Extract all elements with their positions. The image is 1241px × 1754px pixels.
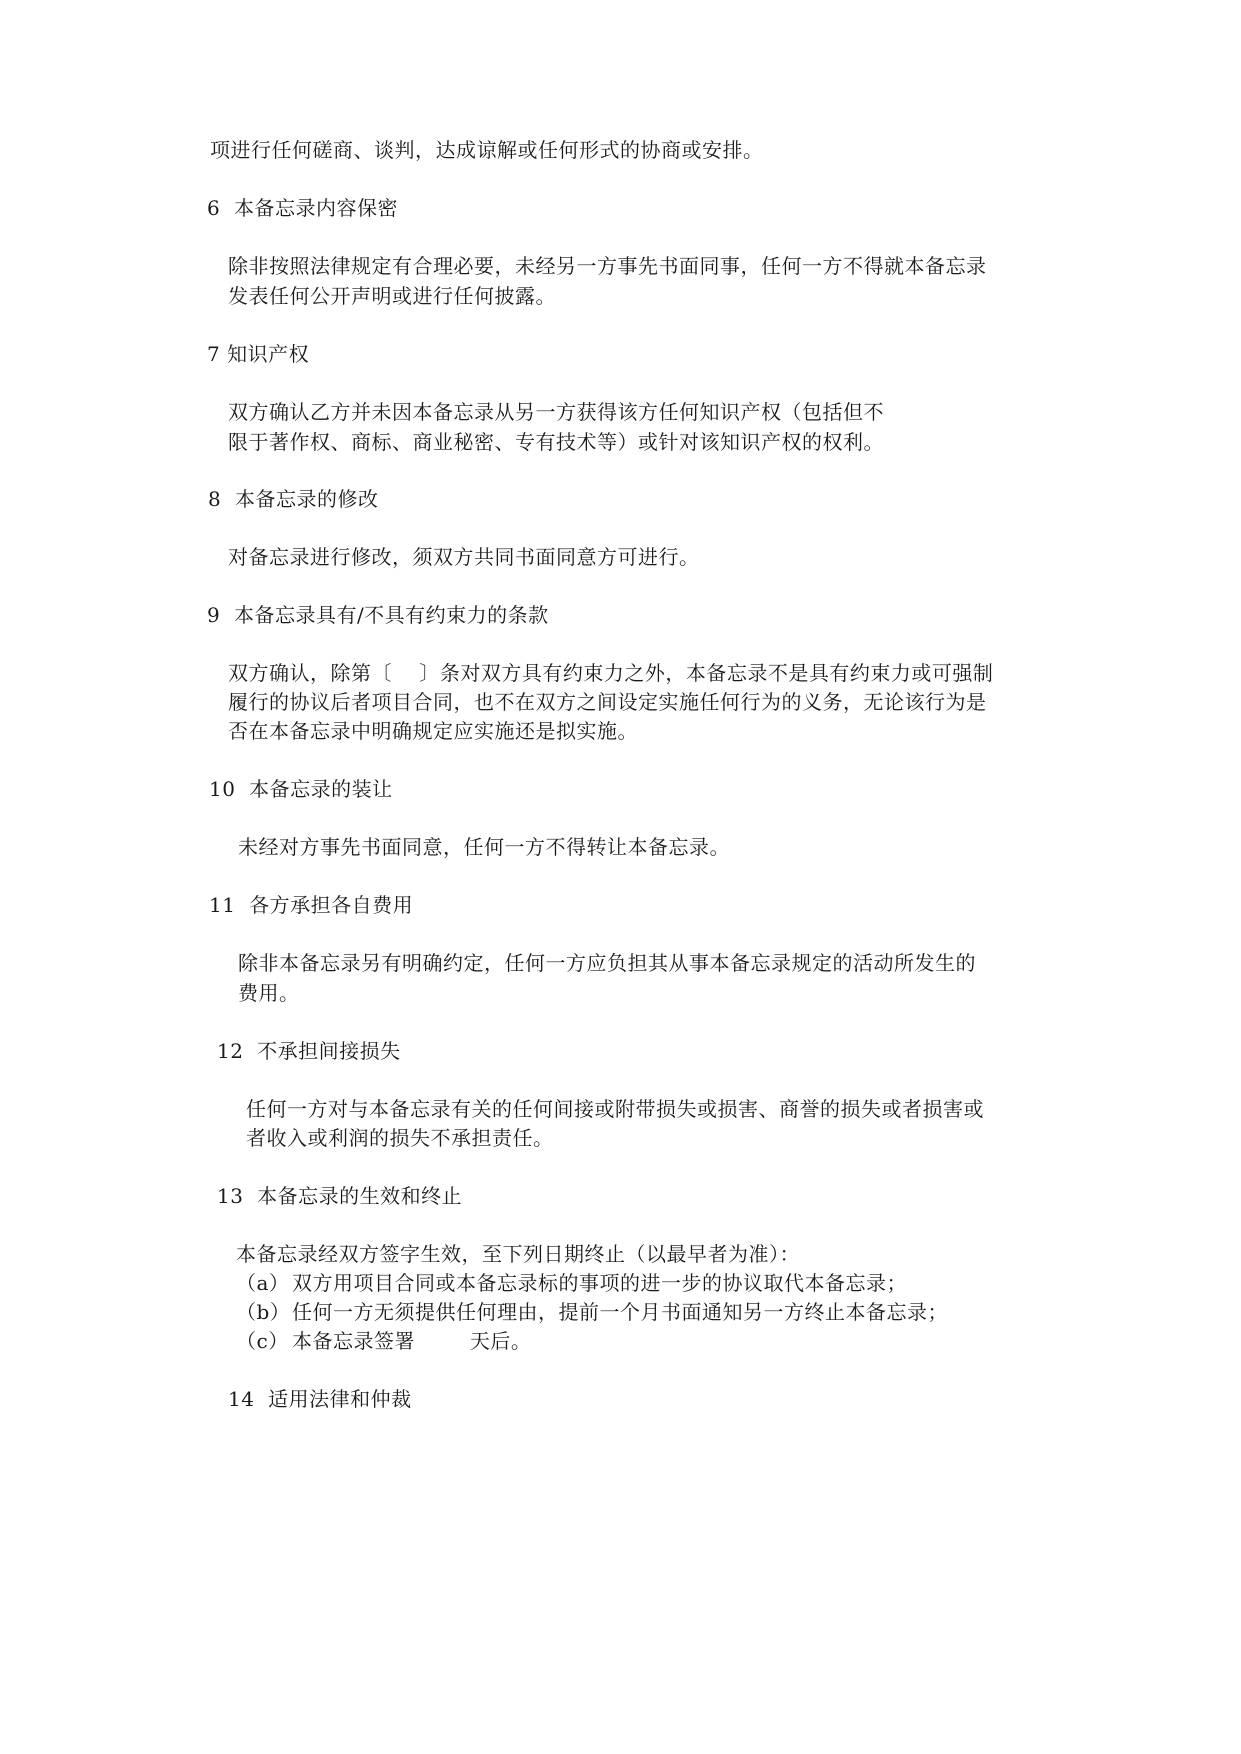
- section-9-line-3: 否在本备忘录中明确规定应实施还是拟实施。: [228, 719, 638, 743]
- section-12-heading: 12 不承担间接损失: [217, 1039, 401, 1063]
- section-14-heading: 14 适用法律和仲裁: [228, 1387, 412, 1411]
- section-8-line-1: 对备忘录进行修改，须双方共同书面同意方可进行。: [228, 545, 700, 569]
- section-10-line-1: 未经对方事先书面同意，任何一方不得转让本备忘录。: [238, 835, 730, 859]
- section-11-line-1: 除非本备忘录另有明确约定，任何一方应负担其从事本备忘录规定的活动所发生的: [238, 951, 976, 975]
- item-tag: （c）: [236, 1329, 289, 1353]
- section-12-line-2: 者收入或利润的损失不承担责任。: [246, 1126, 554, 1150]
- section-13-item-c: [236, 1329, 531, 1353]
- continuation-text: 项进行任何磋商、谈判，达成谅解或任何形式的协商或安排。: [210, 138, 764, 162]
- section-6-heading: 6 本备忘录内容保密: [207, 196, 398, 220]
- section-11-line-2: 费用。: [238, 981, 300, 1005]
- section-8-heading: 8 本备忘录的修改: [208, 487, 379, 511]
- section-6-line-2: 发表任何公开声明或进行任何披露。: [228, 284, 556, 308]
- section-10-heading: 10 本备忘录的装让: [209, 777, 393, 801]
- section-11-heading: 11 各方承担各自费用: [209, 893, 414, 917]
- item-tag: （a）: [236, 1271, 290, 1295]
- section-7-heading: 7 知识产权: [207, 342, 310, 366]
- section-7-line-1: 双方确认乙方并未因本备忘录从另一方获得该方任何知识产权（包括但不: [228, 400, 884, 424]
- item-text: 本备忘录签署 天后。: [292, 1329, 532, 1353]
- section-9-line-2: 履行的协议后者项目合同，也不在双方之间设定实施任何行为的义务，无论该行为是: [228, 690, 987, 714]
- section-13-intro: 本备忘录经双方签字生效，至下列日期终止（以最早者为准）：: [236, 1242, 800, 1266]
- section-7-line-2: 限于著作权、商标、商业秘密、专有技术等）或针对该知识产权的权利。: [228, 430, 884, 454]
- item-text: 任何一方无须提供任何理由，提前一个月书面通知另一方终止本备忘录；: [292, 1300, 948, 1324]
- section-13-item-a: [236, 1271, 907, 1295]
- section-13-item-b: [236, 1300, 948, 1324]
- section-9-line-1: 双方确认，除第〔 〕条对双方具有约束力之外，本备忘录不是具有约束力或可强制: [228, 661, 994, 685]
- section-6-line-1: 除非按照法律规定有合理必要，未经另一方事先书面同事，任何一方不得就本备忘录: [228, 254, 987, 278]
- section-13-heading: 13 本备忘录的生效和终止: [217, 1184, 463, 1208]
- item-text: 双方用项目合同或本备忘录标的事项的进一步的协议取代本备忘录；: [292, 1271, 907, 1295]
- item-tag: （b）: [236, 1300, 291, 1324]
- section-9-heading: 9 本备忘录具有/不具有约束力的条款: [207, 603, 549, 627]
- section-12-line-1: 任何一方对与本备忘录有关的任何间接或附带损失或损害、商誉的损失或者损害或: [246, 1097, 984, 1121]
